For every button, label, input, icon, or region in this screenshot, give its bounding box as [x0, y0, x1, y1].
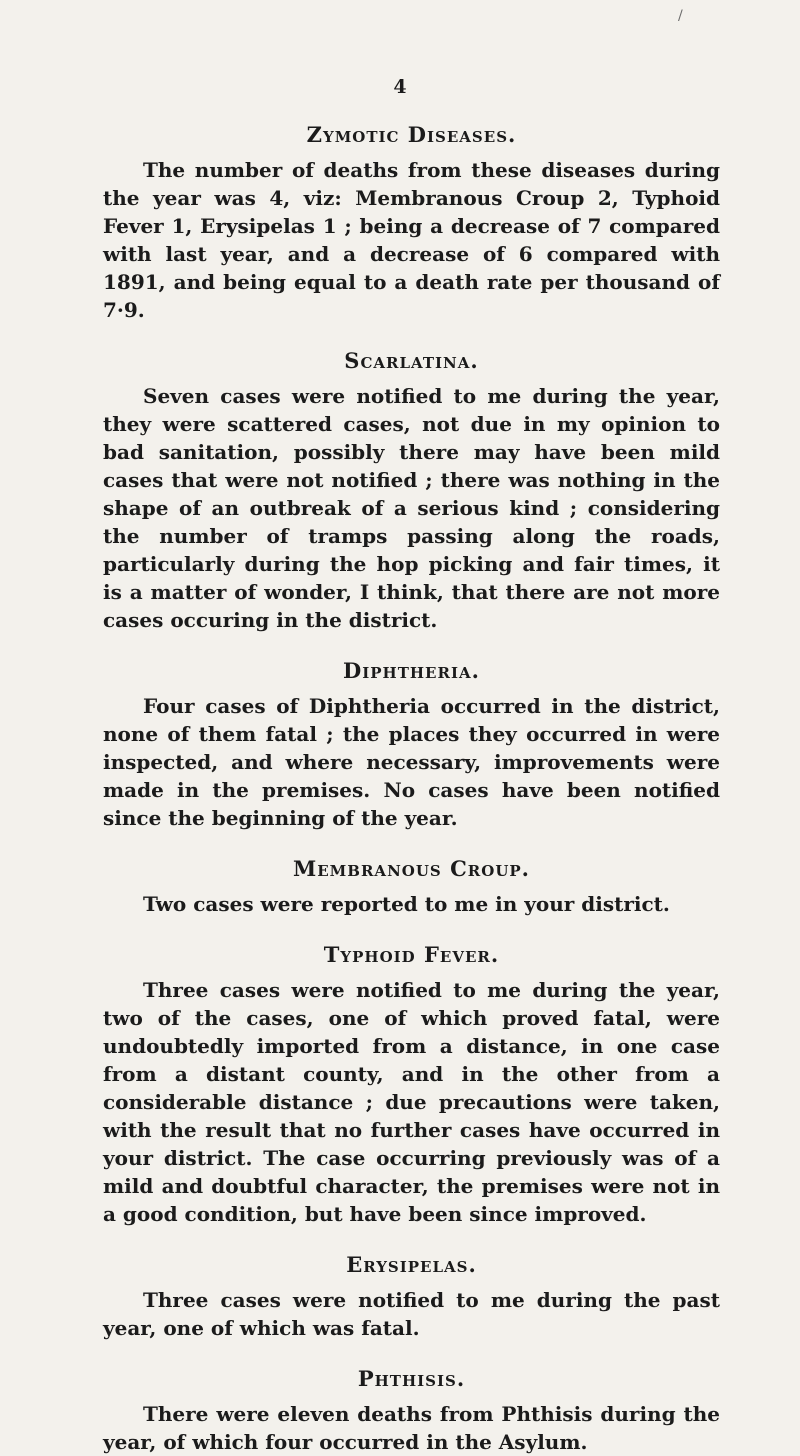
section-paragraph: The number of deaths from these diseases during the year was 4, viz: Membranous Croup 2, Typhoid Fever 1, Erysipelas 1 ; being a decrease of 7 compared with last year, and a decrease of 6 compared with 1891, and being equal to a death rate per thousand of 7·9. [103, 158, 720, 322]
section-typhoid-fever [103, 940, 720, 1228]
section-heading: Phthisis. [357, 1366, 466, 1391]
section-heading: Erysipelas. [346, 1252, 477, 1277]
section-phthisis [103, 1364, 720, 1456]
section-heading: Diphtheria. [343, 658, 480, 683]
section-paragraph: Three cases were notified to me during the year, two of the cases, one of which proved fatal, were undoubtedly imported from a distance, in one case from a distant county, and in the other from a considerable distance ; due precautions were taken, with the result that no further cases have occurred in your district. The case occurring previously was of a mild and doubtful character, the premises were not in a good condition, but have been since improved. [103, 978, 720, 1226]
page-number: 4 [393, 76, 407, 98]
section-paragraph: Two cases were reported to me in your district. [143, 892, 670, 916]
section-scarlatina [103, 346, 720, 634]
section-heading: Scarlatina. [344, 348, 479, 373]
section-erysipelas [103, 1250, 720, 1342]
section-paragraph: Three cases were notified to me during the past year, one of which was fatal. [103, 1288, 720, 1340]
section-heading: Membranous Croup. [293, 856, 530, 881]
section-heading: Zymotic Diseases. [306, 122, 517, 147]
section-membranous-croup [103, 854, 720, 918]
section-diphtheria [103, 656, 720, 832]
section-heading: Typhoid Fever. [323, 942, 500, 967]
section-paragraph: Seven cases were notified to me during the year, they were scattered cases, not due in my opinion to bad sanitation, possibly there may have been mild cases that were not notified ; there was nothing in the shape of an outbreak of a serious kind ; considering the number of tramps passing along the roads, particularly during the hop picking and fair times, it is a matter of wonder, I think, that there are not more cases occuring in the district. [103, 384, 720, 632]
section-paragraph: Four cases of Diphtheria occurred in the district, none of them fatal ; the places they occurred in were inspected, and where necessary, improvements were made in the premises. No cases have been notified since the beginning of the year. [103, 694, 720, 830]
section-zymotic-diseases [103, 120, 720, 324]
corner-mark: / [678, 8, 683, 24]
section-paragraph: There were eleven deaths from Phthisis during the year, of which four occurred in the Asylum. [103, 1402, 720, 1454]
report-body [103, 120, 720, 1456]
